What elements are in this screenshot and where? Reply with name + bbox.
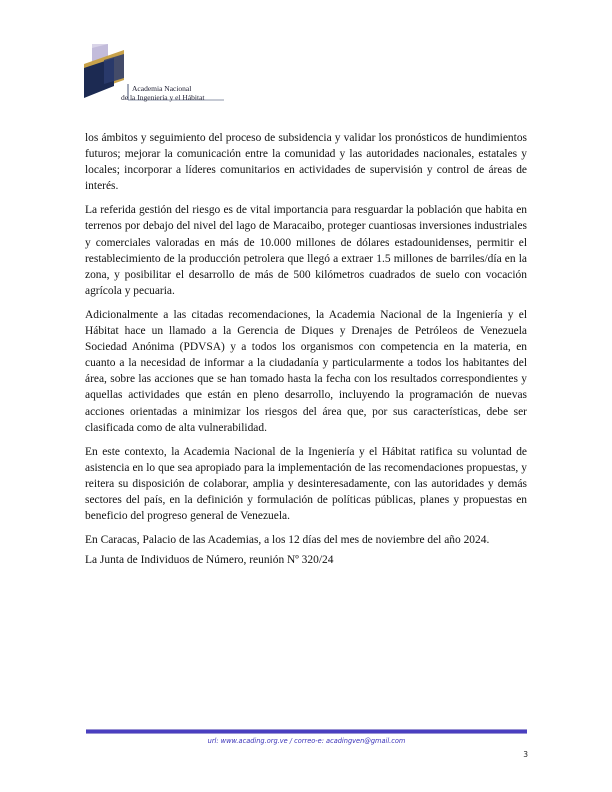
page-number: 3 [523,750,528,759]
paragraph: En este contexto, la Academia Nacional de la Ingeniería y el Hábitat ratifica su voluntad de asistencia en lo que sea apropiado para la implementación de las recomendaciones propuestas, y reitera su disposición de colaborar, amplia y desinteresadamente, con las autoridades y demás sectores del país, en la definición y formulación de políticas públicas, planes y propuestas en beneficio del progreso general de Venezuela. [85,445,527,523]
signature-line: La Junta de Individuos de Número, reunión Nº 320/24 [85,554,334,567]
paragraph: Adicionalmente a las citadas recomendaciones, la Academia Nacional de la Ingeniería y el Hábitat hace un llamado a la Gerencia de Diques y Drenajes de Petróleos de Venezuela Sociedad Anónima (PDVSA) y a todos los organismos con competencia en la materia, en cuanto a la necesidad de informar a la ciudadanía y particularmente a todos los habitantes del área, sobre las acciones que se han tomado hasta la fecha con los resultados correspondientes y aquellas actividades que están en pleno desarrollo, incluyendo la programación de nuevas acciones orientadas a minimizar los riesgos del área que, por sus características, debe ser clasificada como de alta vulnerabilidad. [85,308,527,434]
paragraph: La referida gestión del riesgo es de vital importancia para resguardar la población que habita en terrenos por debajo del nivel del lago de Maracaibo, proteger cuantiosas inversiones industriales y comerciales valoradas en más de 10.000 millones de dólares estadounidenses, permitir el restablecimiento de la producción petrolera que llegó a extraer 1.5 millones de barriles/día en la zona, y posibilitar el desarrollo de más de 500 kilómetros cuadrados de suelo con vocación agrícola y pecuaria. [85,204,527,297]
logo-title: Academia Nacional [132,84,192,93]
logo-subtitle: de la Ingeniería y el Hábitat [121,92,205,102]
closing-line: En Caracas, Palacio de las Academias, a los 12 días del mes de noviembre del año 2024. [85,534,490,547]
academy-logo [84,38,234,108]
footer-divider [86,729,527,734]
footer-contact: url: www.acading.org.ve / correo-e: acadingven@gmail.com [207,737,406,745]
paragraph: los ámbitos y seguimiento del proceso de subsidencia y validar los pronósticos de hundimientos futuros; mejorar la comunicación entre la comunidad y las autoridades nacionales, estatales y locales; incorporar a líderes comunitarios en actividades de supervisión y control de áreas de interés. [85,132,527,193]
document-body [85,130,527,576]
